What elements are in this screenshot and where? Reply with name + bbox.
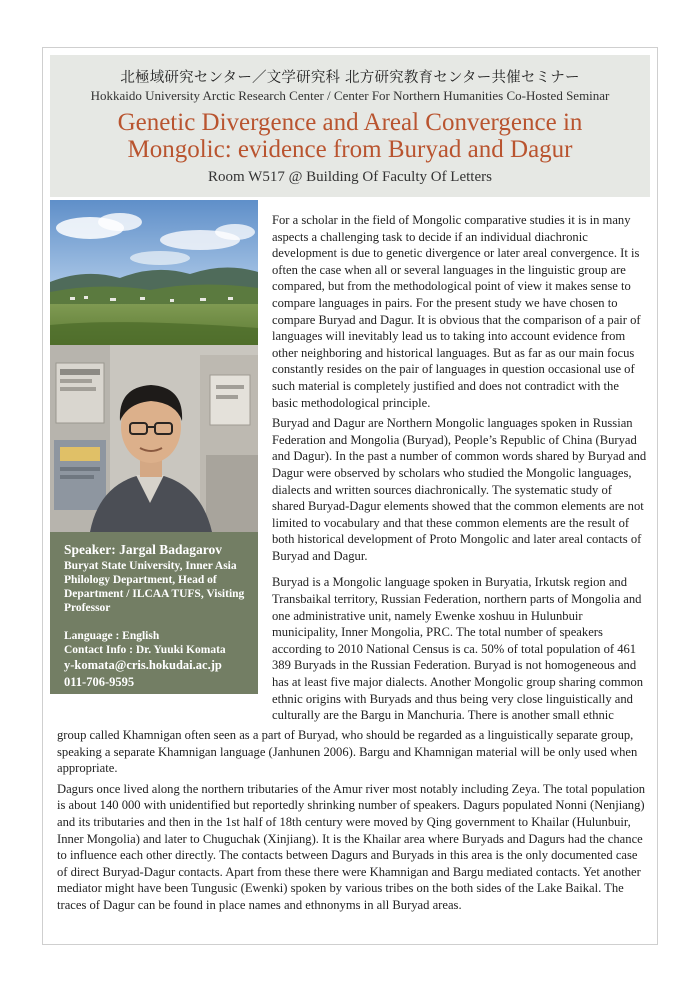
contact-info: Contact Info : Dr. Yuuki Komata [64,644,226,656]
abstract-paragraph-3-continued: group called Khamnigan often seen as a part of Buryad, who should be regarded as a linguistically separate group, speaking a separate Khamnigan language (Janhunen 2006). Bargu and Khamnigan material will be only used when appropriate. [57,728,638,776]
language-info: Language : English [64,630,160,642]
abstract-paragraph-4: Dagurs once lived along the northern tributaries of the Amur river most notably including Zeya. The total population is about 140 000 with unidentified but reportedly shrinking number of speakers. Dagurs populated Nonni (Nenjiang) and its tributaries and then in the 1st half of 18th century were moved by Qing government to Khailar (Hulunbuir, Inner Mongolia) and later to Chuguchak (Xinjiang). It is the Khailar area where Buryads and Dagurs had the chance to influence each other directly. The contacts between Dagurs and Buryads in this area is the only documented case of direct Buryad-Dagur contacts. Apart from these there were Khamnigan and Bargu mediated contacts. Yet another mediator might have been Tungusic (Ewenki) spoken by various tribes on the both sides of the Lake Baikal. The traces of Dagur can be found in place names and ethnonyms in all Buryad areas. [57,781,646,912]
abstract-paragraph-3: Buryad is a Mongolic language spoken in Buryatia, Irkutsk region and Transbaikal territory, Russian Federation, northern parts of Mongolia and one administrative unit, namely Ewenke xoshuu in Hulunbuir municipality, Inner Mongolia, PRC. The total number of speakers according to 2010 National Census is ca. 50% of total population of 461 389 Buryads in the Russian Federation. Buryad is not homogeneous and has at least five major dialects. Another Mongolic group sharing common ethnic origins with Buryads and thus being very close linguistically and culturally are the Bargu in Manchuria. There is another small ethnic [272,575,644,723]
contact-phone: 011-706-9595 [64,675,135,689]
japanese-hosts-line: 北極域研究センター／文学研究科 北方研究教育センター共催セミナー [120,70,580,86]
abstract-full-width [57,727,647,918]
abstract-paragraph-2: Buryad and Dagur are Northern Mongolic languages spoken in Russian Federation and Mongolia (Buryad), People’s Republic of China (Buryad and Dagur). In the past a number of common words shared by Buryad and Dagur were observed by scholars who studied the Mongolic languages, dialects and written sources diachronically. The systematic study of shared Buryad-Dagur elements showed that the common elements are not limited to vocabulary and that these common elements are the result of both historical development of Proto Mongolic and later areal contacts of Buryad and Dagur. [272,416,647,563]
seminar-header [50,55,650,197]
speaker-info-panel [50,532,258,694]
english-hosts-line: Hokkaido University Arctic Research Center / Center For Northern Humanities Co-Hosted Seminar [90,88,610,103]
speaker-name: Speaker: Jargal Badagarov [64,542,222,557]
contact-email[interactable]: y-komata@cris.hokudai.ac.jp [64,658,222,672]
speaker-affiliation: Buryat State University, Inner Asia Philology Department, Head of Department / ILCAA TUFS, Visiting Professor [64,560,245,614]
room-location: Room W517 @ Building Of Faculty Of Letters [208,169,492,185]
seminar-title [50,109,650,163]
speaker-photo [50,345,258,532]
abstract-right-column [272,212,647,728]
title-line-2: Mongolic: evidence from Buryad and Dagur [127,136,573,163]
abstract-paragraph-1: For a scholar in the field of Mongolic comparative studies it is in many aspects a challenging task to decide if an individual diachronic development is due to genetic divergence or later areal convergence. It is often the case when all or several languages in the linguistic group are compared, but from the methodological point of view it makes sense to compare languages in pairs. For the present study we have chosen to compare Buryad and Dagur. It is obvious that the comparison of a pair of languages will inevitably lead us to taking into account evidence from other neighboring and historical languages. But as far as our main focus constantly resides on the pair of languages in question occasional use of such material is completely justified and does not contradict with the basic methodological principle. [272,213,641,410]
title-line-1: Genetic Divergence and Areal Convergence in [117,109,583,136]
landscape-photo [50,200,258,345]
